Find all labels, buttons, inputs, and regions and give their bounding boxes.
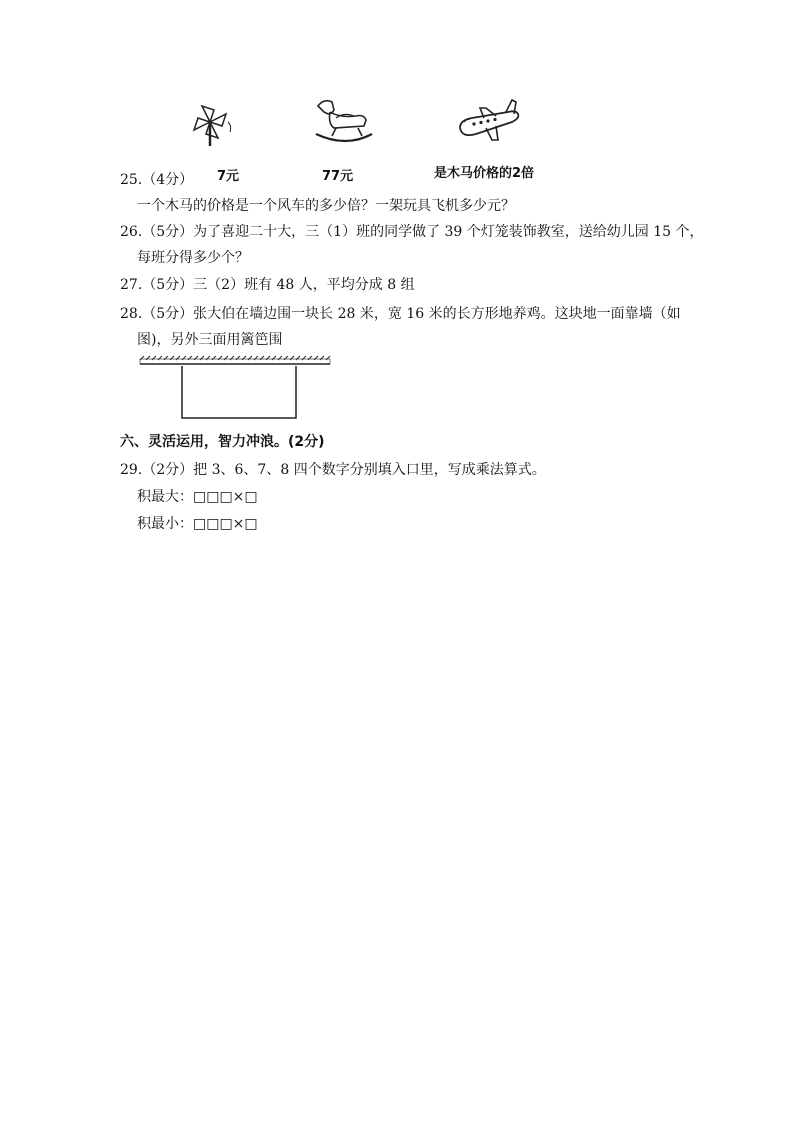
- q25-header: 25.（4分）: [120, 172, 194, 188]
- q27-line1: 27.（5分）三（2）班有 48 人，平均分成 8 组: [120, 277, 415, 293]
- pinwheel-icon: [192, 100, 234, 146]
- rocking-horse-icon: [310, 96, 376, 146]
- airplane-icon: [456, 98, 522, 144]
- wall-fence-svg: [136, 356, 336, 422]
- q29-max: 积最大：□□□×□: [137, 489, 258, 505]
- q25-body: 一个木马的价格是一个风车的多少倍？一架玩具飞机多少元？: [137, 198, 515, 214]
- rocking-horse-image: [310, 96, 376, 146]
- airplane-image: [456, 98, 522, 144]
- q29-line1: 29.（2分）把 3、6、7、8 四个数字分别填入口里，写成乘法算式。: [120, 462, 546, 478]
- wall-fence-diagram: [136, 356, 336, 422]
- section6-title: 六、灵活运用，智力冲浪。(2分): [120, 434, 325, 450]
- q28-line2: 图)，另外三面用篱笆围: [137, 332, 283, 348]
- q26-line1: 26.（5分）为了喜迎二十大，三（1）班的同学做了 39 个灯笼装饰教室，送给幼儿园 15 个，: [120, 224, 704, 240]
- horse-price: 77元: [322, 169, 354, 184]
- fence-outline: [182, 366, 296, 418]
- pinwheel-image: [192, 100, 234, 146]
- wall-hatching: [140, 356, 330, 364]
- q28-line1: 28.（5分）张大伯在墙边围一块长 28 米，宽 16 米的长方形地养鸡。这块地一面靠墙（如: [120, 306, 681, 322]
- q29-min: 积最小：□□□×□: [137, 516, 258, 532]
- q26-line2: 每班分得多少个？: [137, 250, 249, 266]
- plane-price: 是木马价格的2倍: [434, 166, 535, 181]
- pinwheel-price: 7元: [217, 169, 240, 184]
